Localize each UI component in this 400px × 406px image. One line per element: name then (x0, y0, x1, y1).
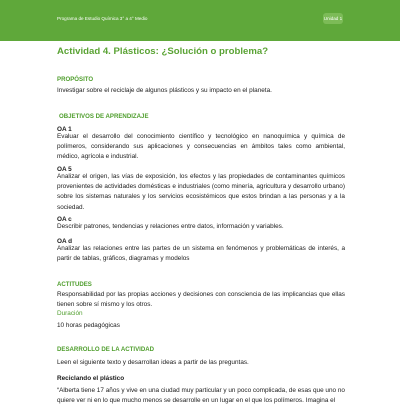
reading-title: Reciclando el plástico (57, 375, 125, 382)
oa-code: OA 1 (57, 126, 72, 133)
oa-text: Analizar el origen, las vías de exposición, los efectos y las propiedades de contaminantes químicos provenientes de actividades domésticas e industriales (como minería, agricultura y desarrollo urbano) sobre los sistemas naturales y los servicios ecosistémicos que estos brindan a las personas y a la sociedad. (57, 173, 345, 211)
oa-text: Analizar las relaciones entre las partes de un sistema en fenómenos y problemáticas de interés, a partir de tablas, gráficos, diagramas y modelos (57, 245, 345, 263)
unit-badge: Unidad 1 (323, 13, 343, 24)
actitudes-text: Responsabilidad por las propias acciones y decisiones con consciencia de las implicancias que ellas tienen sobre sí mismo y los otros. (57, 291, 345, 309)
activity-title: Actividad 4. Plásticos: ¿Solución o problema? (57, 46, 269, 57)
duracion-text: 10 horas pedagógicas (57, 322, 120, 329)
actitudes-heading: ACTITUDES (57, 281, 92, 288)
proposito-heading: PROPÓSITO (57, 76, 94, 83)
objetivos-heading: OBJETIVOS DE APRENDIZAJE (59, 113, 149, 120)
desarrollo-intro: Leen el siguiente texto y desarrollan ideas a partir de las preguntas. (57, 359, 249, 366)
desarrollo-heading: DESARROLLO DE LA ACTIVIDAD (57, 346, 155, 353)
oa-code: OA d (57, 238, 73, 245)
oa-text: Evaluar el desarrollo del conocimiento científico y tecnológico en nanoquímica y química de polímeros, considerando sus aplicaciones y consecuencias en ámbitos tales como ambiental, médico, agrícola e industrial. (57, 133, 345, 161)
program-title: Programa de Estudio Química 3° a 4° Medio (57, 16, 148, 21)
proposito-text: Investigar sobre el reciclaje de algunos plásticos y su impacto en el planeta. (57, 87, 272, 94)
reading-quote: “Alberta tiene 17 años y vive en una ciudad muy particular y un poco complicada, de esas que uno no quiere ver ni en lo que mucho menos se desarrolle en un lugar en el que los polímeros. Imagina el (57, 387, 345, 405)
oa-code: OA 5 (57, 166, 72, 173)
oa-code: OA c (57, 216, 72, 223)
oa-text: Describir patrones, tendencias y relaciones entre datos, información y variables. (57, 223, 284, 230)
duracion-heading: Duración (57, 310, 83, 317)
